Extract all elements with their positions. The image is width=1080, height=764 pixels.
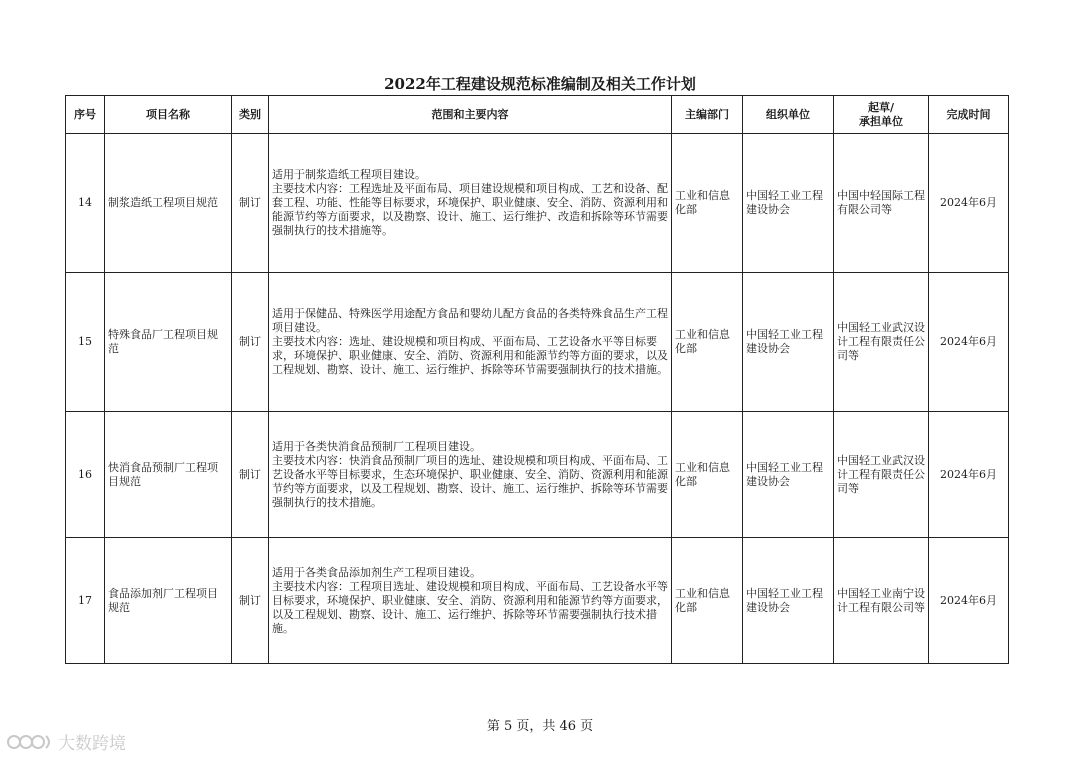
row-org: 中国轻工业工程建设协会 [743, 412, 834, 538]
row-dept: 工业和信息化部 [672, 134, 743, 273]
page-title: 2022年工程建设规范标准编制及相关工作计划 [384, 75, 696, 93]
row-name: 快消食品预制厂工程项目规范 [105, 412, 232, 538]
row-content: 适用于各类食品添加剂生产工程项目建设。 主要技术内容：工程项目选址、建设规模和项目构成、平面布局、工艺设备水平等目标要求，环境保护、职业健康、安全、消防、资源利用和能源节约等方面要求，以及工程规划、勘察、设计、施工、运行维护、拆除等环节需要强制执行技术措施。 [269, 538, 672, 664]
row-drafter: 中国轻工业南宁设计工程有限公司等 [834, 538, 929, 664]
row-name: 制浆造纸工程项目规范 [105, 134, 232, 273]
row-content: 适用于各类快消食品预制厂工程项目建设。 主要技术内容：快消食品预制厂项目的选址、建设规模和项目构成、平面布局、工艺设备水平等目标要求，生态环境保护、职业健康、安全、消防、资源利用和能源节约等方面要求，以及工程规划、勘察、设计、施工、运行维护、拆除等环节需要强制执行的技术措施。 [269, 412, 672, 538]
row-type: 制订 [232, 273, 269, 412]
row-drafter: 中国轻工业武汉设计工程有限责任公司等 [834, 412, 929, 538]
row-org: 中国轻工业工程建设协会 [743, 538, 834, 664]
row-due: 2024年6月 [929, 134, 1009, 273]
header-name: 项目名称 [105, 96, 232, 134]
header-content: 范围和主要内容 [269, 96, 672, 134]
row-content: 适用于制浆造纸工程项目建设。 主要技术内容：工程选址及平面布局、项目建设规模和项目构成、工艺和设备、配套工程、功能、性能等目标要求，环境保护、职业健康、安全、消防、资源利用和能源节约等方面要求，以及勘察、设计、施工、运行维护、改造和拆除等环节需要强制执行的技术措施等。 [269, 134, 672, 273]
watermark-text: 大数跨境 [58, 734, 126, 754]
header-due: 完成时间 [929, 96, 1009, 134]
header-drafter: 起草/ 承担单位 [834, 96, 929, 134]
header-type: 类别 [232, 96, 269, 134]
header-dept: 主编部门 [672, 96, 743, 134]
row-content: 适用于保健品、特殊医学用途配方食品和婴幼儿配方食品的各类特殊食品生产工程项目建设。 主要技术内容：选址、建设规模和项目构成、平面布局、工艺设备水平等目标要求，环境保护、职业健康、安全、消防、资源利用和能源节约等方面的要求，以及工程规划、勘察、设计、施工、运行维护、拆除等环节需要强制执行的技术措施。 [269, 273, 672, 412]
table-row [66, 412, 1009, 538]
page-footer: 第 5 页，共 46 页 [486, 719, 594, 734]
table-header-row [66, 96, 1009, 134]
row-name: 特殊食品厂工程项目规范 [105, 273, 232, 412]
row-due: 2024年6月 [929, 538, 1009, 664]
row-due: 2024年6月 [929, 273, 1009, 412]
row-no: 14 [66, 134, 105, 273]
header-no: 序号 [66, 96, 105, 134]
row-no: 16 [66, 412, 105, 538]
row-dept: 工业和信息化部 [672, 412, 743, 538]
row-type: 制订 [232, 134, 269, 273]
row-no: 17 [66, 538, 105, 664]
row-type: 制订 [232, 538, 269, 664]
table-row [66, 134, 1009, 273]
row-no: 15 [66, 273, 105, 412]
table-row [66, 273, 1009, 412]
row-org: 中国轻工业工程建设协会 [743, 134, 834, 273]
row-drafter: 中国中轻国际工程有限公司等 [834, 134, 929, 273]
row-drafter: 中国轻工业武汉设计工程有限责任公司等 [834, 273, 929, 412]
row-name: 食品添加剂厂工程项目规范 [105, 538, 232, 664]
header-org: 组织单位 [743, 96, 834, 134]
watermark-logo-icon [6, 731, 54, 753]
row-org: 中国轻工业工程建设协会 [743, 273, 834, 412]
row-type: 制订 [232, 412, 269, 538]
row-due: 2024年6月 [929, 412, 1009, 538]
plan-table [65, 95, 1009, 664]
watermark [6, 729, 126, 754]
row-dept: 工业和信息化部 [672, 273, 743, 412]
row-dept: 工业和信息化部 [672, 538, 743, 664]
table-row [66, 538, 1009, 664]
